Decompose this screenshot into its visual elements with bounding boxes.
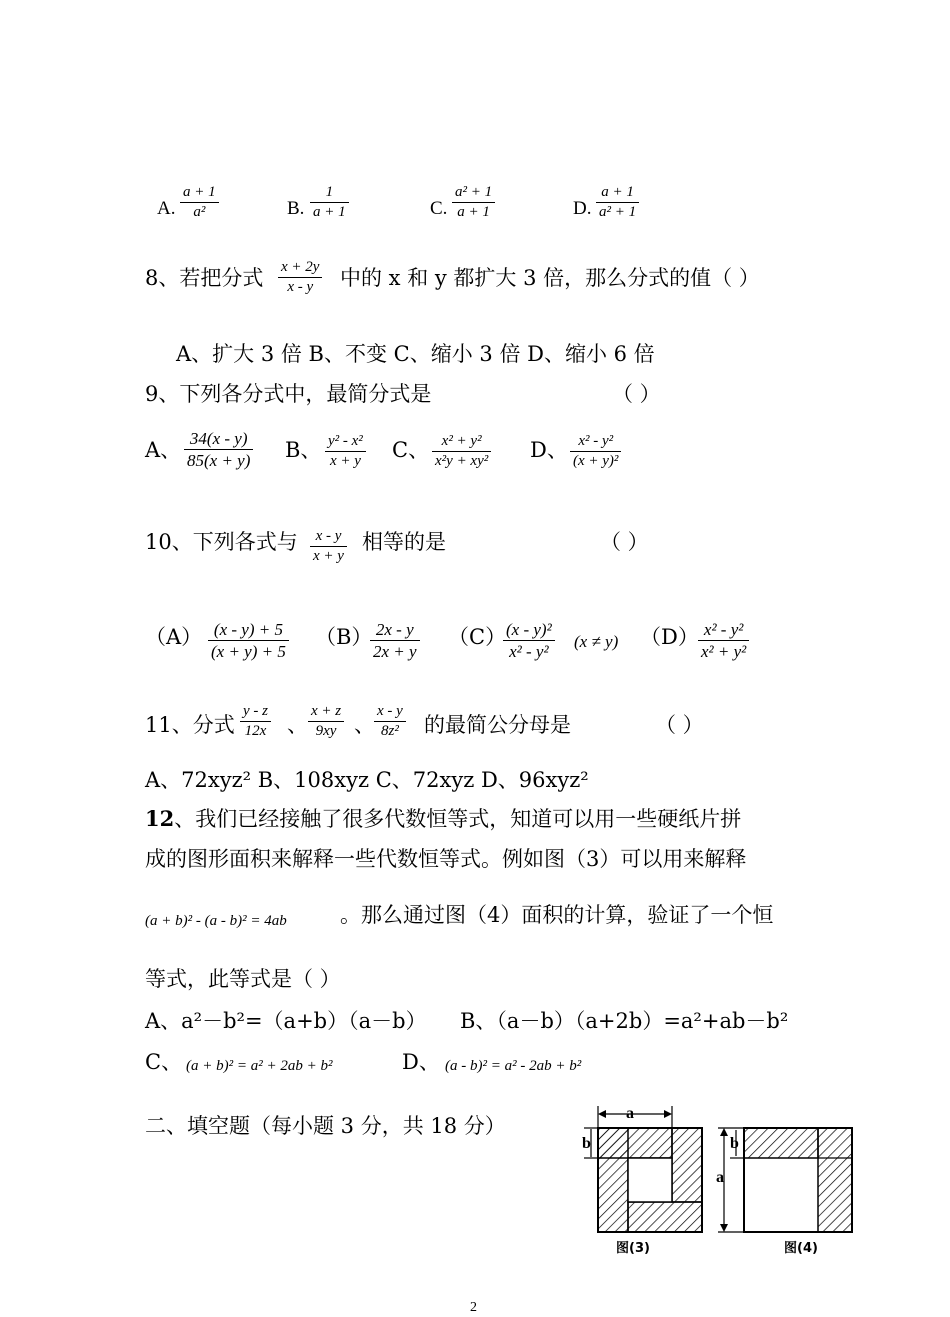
figure-3-label-b: b (582, 1135, 591, 1152)
figure-3-caption: 图(3) (616, 1241, 650, 1256)
q9-option-a-fraction (184, 428, 253, 472)
q10-option-c-fraction (503, 619, 555, 663)
q10-option-c-condition: (x ≠ y) (574, 632, 619, 651)
q8-options: A、扩大 3 倍 B、不变 C、缩小 3 倍 D、缩小 6 倍 (176, 342, 655, 366)
fraction-denominator: 9xy (315, 722, 337, 739)
figures-3-and-4 (578, 1100, 868, 1260)
q10-option-c-label: （C） (448, 625, 507, 649)
q12-line-3: 。那么通过图（4）面积的计算，验证了一个恒 (340, 903, 774, 927)
fraction-numerator: x² + y² (432, 432, 491, 452)
q9-option-b-fraction (325, 432, 366, 471)
fraction-denominator: x + y (313, 547, 344, 564)
q9-stem: 9、下列各分式中，最简分式是 (145, 382, 432, 406)
fraction-numerator: x + 2y (278, 258, 322, 278)
fraction-denominator: 2x + y (373, 642, 417, 662)
figure-4-label-a: a (716, 1169, 724, 1186)
fraction-denominator: a² (193, 203, 206, 220)
fraction-denominator: (x + y) + 5 (211, 642, 286, 662)
fraction-numerator: x - y (374, 702, 406, 722)
q7-option-b-label: B. (287, 198, 305, 219)
fraction-denominator: (x + y)² (573, 452, 619, 469)
fraction-numerator: y² - x² (325, 432, 366, 452)
q10-option-a-fraction (208, 619, 289, 663)
fraction-denominator: 85(x + y) (187, 451, 251, 471)
q7-option-d-fraction (596, 183, 639, 222)
figure-3 (584, 1106, 702, 1232)
q9-option-c-fraction (432, 432, 491, 471)
q11-fraction-2 (308, 702, 344, 741)
fraction-denominator: a + 1 (457, 203, 490, 220)
fraction-numerator: (x - y)² (503, 619, 555, 641)
q12-line-1 (145, 803, 741, 833)
section-2-title: 二、填空题（每小题 3 分，共 18 分） (145, 1114, 506, 1138)
fraction-numerator: 34(x - y) (184, 428, 253, 450)
fraction-denominator: x + y (329, 452, 361, 469)
q12-number: 12 (145, 806, 175, 831)
fraction-numerator: 2x - y (370, 619, 420, 641)
q12-option-b: B、（a－b）（a+2b）=a²+ab－b² (460, 1009, 789, 1033)
q9-option-b-label: B、 (285, 438, 322, 462)
fraction-denominator: 12x (244, 722, 267, 739)
q11-separator-2: 、 (354, 713, 375, 737)
q7-option-c-label: C. (430, 198, 448, 219)
q10-option-a-label: （A） (145, 625, 203, 649)
q8-prefix: 8、若把分式 (145, 266, 264, 290)
figure-4-caption: 图(4) (784, 1241, 818, 1256)
fraction-denominator: 8z² (380, 722, 399, 739)
q7-option-a-fraction (180, 183, 219, 222)
figure-3-label-a: a (626, 1105, 634, 1122)
q8-fraction (278, 258, 322, 297)
fraction-denominator: a² + 1 (599, 203, 637, 220)
fraction-numerator: x² - y² (570, 432, 621, 452)
q11-separator-1: 、 (287, 713, 308, 737)
fraction-denominator: x - y (287, 278, 314, 295)
fraction-numerator: x² - y² (698, 619, 749, 641)
q12-line-1-text: 、我们已经接触了很多代数恒等式，知道可以用一些硬纸片拼 (174, 807, 742, 831)
q11-fraction-1 (240, 702, 271, 741)
q10-suffix: 相等的是 (362, 530, 446, 554)
q10-fraction (310, 527, 347, 566)
fraction-numerator: a + 1 (180, 183, 219, 203)
figure-4-label-b: b (730, 1135, 739, 1152)
q7-option-b-fraction (310, 183, 349, 222)
q9-option-c-label: C、 (392, 438, 430, 462)
q11-prefix: 11、分式 (145, 713, 235, 737)
q11-fraction-3 (374, 702, 406, 741)
fraction-numerator: x - y (310, 527, 347, 547)
fraction-denominator: x² + y² (701, 642, 747, 662)
q7-option-d-label: D. (573, 198, 592, 219)
q8-suffix: 中的 x 和 y 都扩大 3 倍，那么分式的值（ ） (340, 266, 760, 290)
q10-prefix: 10、下列各式与 (145, 530, 298, 554)
q11-suffix: 的最简公分母是 (424, 713, 571, 737)
q12-line-4: 等式，此等式是（ ） (145, 967, 341, 991)
q9-option-a-label: A、 (145, 438, 182, 462)
page-number: 2 (470, 1300, 477, 1315)
fraction-numerator: y - z (240, 702, 271, 722)
q10-option-b-label: （B） (315, 625, 373, 649)
q12-example-formula: (a + b)² - (a - b)² = 4ab (145, 913, 287, 929)
fraction-numerator: a + 1 (596, 183, 639, 203)
q12-line-2: 成的图形面积来解释一些代数恒等式。例如图（3）可以用来解释 (145, 847, 747, 871)
fraction-numerator: x + z (308, 702, 344, 722)
fraction-numerator: 1 (310, 183, 349, 203)
q11-answer-paren: （ ） (655, 713, 704, 737)
q10-option-d-label: （D） (640, 625, 699, 649)
fraction-numerator: a² + 1 (452, 183, 495, 203)
q11-options: A、72xyz² B、108xyz C、72xyz D、96xyz² (145, 768, 589, 792)
q12-option-d-formula: (a - b)² = a² - 2ab + b² (445, 1058, 582, 1074)
q12-option-c-formula: (a + b)² = a² + 2ab + b² (186, 1058, 333, 1074)
q12-option-d-label: D、 (402, 1050, 440, 1074)
q10-option-d-fraction (698, 619, 749, 663)
fraction-denominator: x²y + xy² (435, 452, 489, 469)
q7-option-c-fraction (452, 183, 495, 222)
q9-option-d-fraction (570, 432, 621, 471)
fraction-denominator: a + 1 (313, 203, 346, 220)
q10-answer-paren: （ ） (600, 530, 649, 554)
q12-option-a: A、a²－b²=（a+b）（a－b） (145, 1009, 427, 1033)
fraction-denominator: x² - y² (509, 642, 549, 662)
fraction-numerator: (x - y) + 5 (208, 619, 289, 641)
q9-option-d-label: D、 (530, 438, 568, 462)
q9-answer-paren: （ ） (612, 382, 661, 406)
q7-option-a-label: A. (157, 198, 176, 219)
q10-option-b-fraction (370, 619, 420, 663)
q12-option-c-label: C、 (145, 1050, 183, 1074)
